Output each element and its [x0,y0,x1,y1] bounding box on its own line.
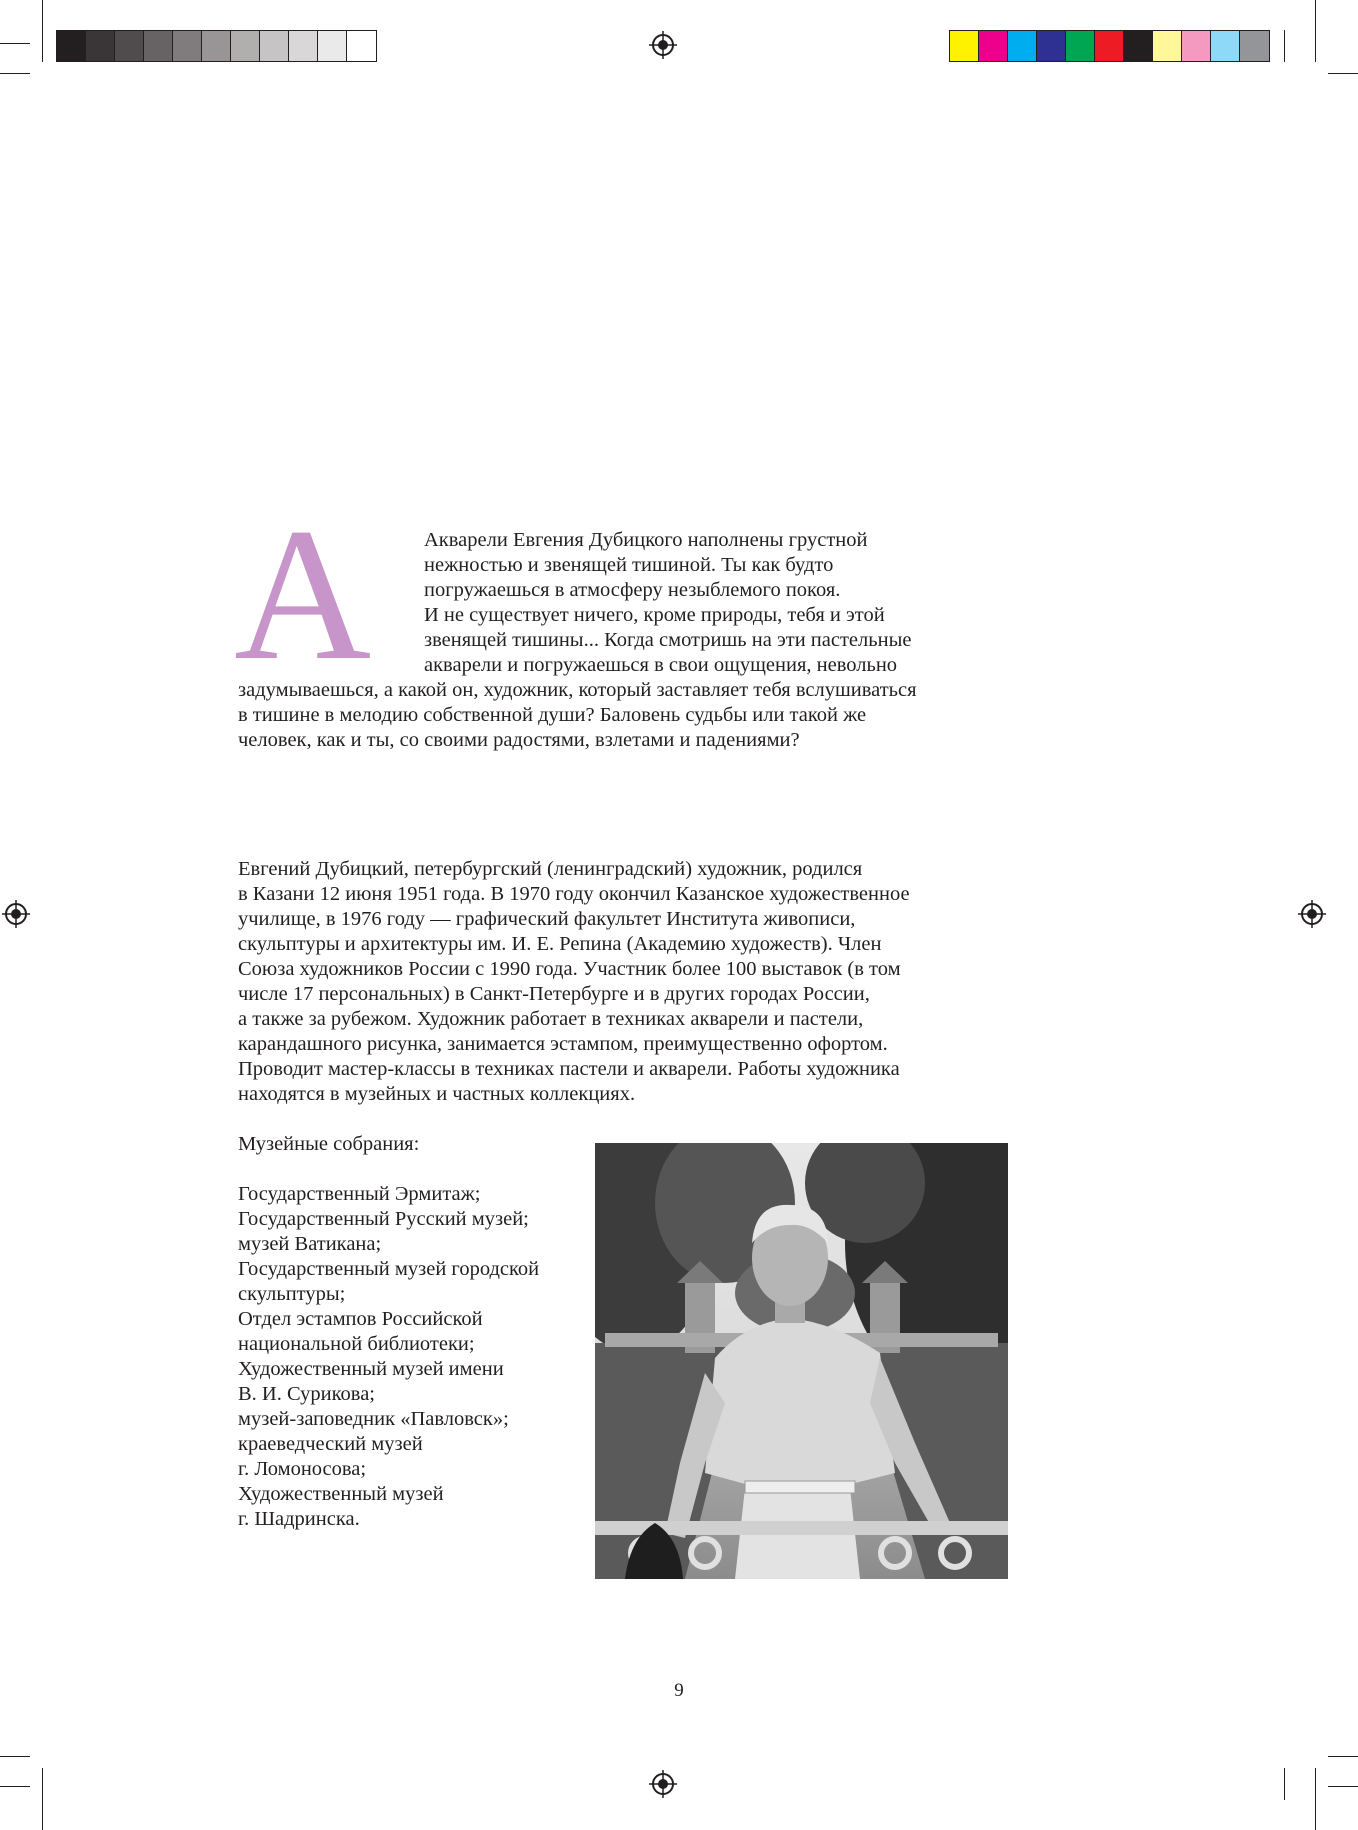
bio-line: Евгений Дубицкий, петербургский (ленинградский) художник, родился [238,858,863,880]
crop-mark [1328,1786,1358,1787]
color-swatch [115,31,144,61]
museum-item: музей Ватикана; [238,1233,382,1255]
intro-line: человек, как и ты, со своими радостями, взлетами и падениями? [238,729,800,751]
registration-mark-icon [649,31,677,59]
crop-mark [0,73,30,74]
color-swatch [289,31,318,61]
bio-line: числе 17 персональных) в Санкт-Петербурге и в других городах России, [238,983,870,1005]
color-swatch [231,31,260,61]
color-swatch [144,31,173,61]
intro-paragraph [0,528,1358,758]
registration-mark-icon [2,900,30,928]
crop-mark [0,1786,30,1787]
bio-line: а также за рубежом. Художник работает в техниках акварели и пастели, [238,1008,864,1030]
museum-item: г. Ломоносова; [238,1458,367,1480]
bio-paragraph [238,857,910,1107]
crop-mark [42,0,43,62]
intro-line: нежностью и звенящей тишиной. Ты как будто [424,554,834,576]
bio-line: карандашного рисунка, занимается эстампом, преимущественно офортом. [238,1033,888,1055]
crop-mark [1315,0,1316,62]
museum-item: скульптуры; [238,1283,346,1305]
color-swatch [347,31,376,61]
intro-line: акварели и погружаешься в свои ощущения, невольно [424,654,898,676]
color-swatch [1066,31,1095,61]
color-swatch [318,31,347,61]
color-swatch [979,31,1008,61]
crop-mark [1315,1768,1316,1830]
crop-mark [1284,1768,1285,1800]
museum-item: В. И. Сурикова; [238,1383,375,1405]
color-swatch [202,31,231,61]
registration-mark-icon [1298,900,1326,928]
bio-line: в Казани 12 июня 1951 года. В 1970 году окончил Казанское художественное [238,883,910,905]
color-swatch [1008,31,1037,61]
museum-item: национальной библиотеки; [238,1333,475,1355]
museums-list [238,1182,539,1532]
color-swatch [260,31,289,61]
museum-item: Государственный музей городской [238,1258,540,1280]
artist-photo [595,1143,1008,1579]
museum-item: г. Шадринска. [238,1508,360,1530]
color-swatch [1240,31,1269,61]
intro-line: задумываешься, а какой он, художник, который заставляет тебя вслушиваться [238,679,917,701]
museum-item: Художественный музей имени [238,1358,504,1380]
intro-line: звенящей тишины... Когда смотришь на эти пастельные [424,629,912,651]
page-number: 9 [674,1680,684,1701]
museum-item: Художественный музей [238,1483,444,1505]
color-swatch [1037,31,1066,61]
intro-line: в тишине в мелодию собственной души? Баловень судьбы или такой же [238,704,867,726]
color-swatch [1211,31,1240,61]
registration-mark-icon [649,1770,677,1798]
color-swatch [1153,31,1182,61]
crop-mark [0,43,30,44]
grayscale-color-bar [56,30,377,62]
bio-line: скульптуры и архитектуры им. И. Е. Репина (Академию художеств). Член [238,933,882,955]
color-swatch [86,31,115,61]
process-color-bar [949,30,1270,62]
color-swatch [173,31,202,61]
color-swatch [1182,31,1211,61]
bio-line: находятся в музейных и частных коллекциях. [238,1083,636,1105]
intro-line: И не существует ничего, кроме природы, тебя и этой [424,604,885,626]
crop-mark [42,1768,43,1830]
museums-heading: Музейные собрания: [238,1133,420,1155]
crop-mark [1284,30,1285,62]
color-swatch [1124,31,1153,61]
bio-line: Проводит мастер-классы в техниках пастели и акварели. Работы художника [238,1058,900,1080]
color-swatch [57,31,86,61]
museum-item: музей-заповедник «Павловск»; [238,1408,509,1430]
crop-mark [0,1756,30,1757]
museum-item: Отдел эстампов Российской [238,1308,483,1330]
color-swatch [950,31,979,61]
intro-line: Акварели Евгения Дубицкого наполнены грустной [424,529,868,551]
museum-item: Государственный Русский музей; [238,1208,529,1230]
color-swatch [1095,31,1124,61]
crop-mark [1328,73,1358,74]
bio-line: училище, в 1976 году — графический факультет Института живописи, [238,908,856,930]
bio-line: Союза художников России с 1990 года. Участник более 100 выставок (в том [238,958,901,980]
crop-mark [1328,1756,1358,1757]
museum-item: краеведческий музей [238,1433,423,1455]
drop-cap: А [234,490,372,700]
intro-line: погружаешься в атмосферу незыблемого покоя. [424,579,841,601]
museum-item: Государственный Эрмитаж; [238,1183,481,1205]
